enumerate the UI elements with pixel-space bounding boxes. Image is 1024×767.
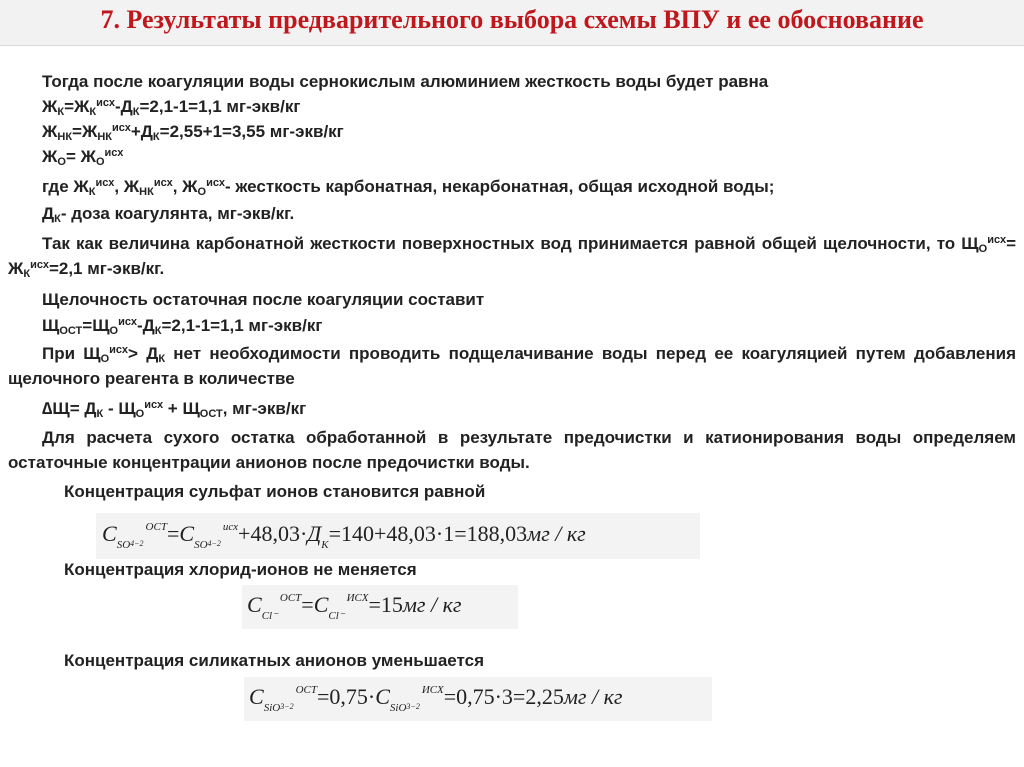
residual-alkalinity-equation: $Щ_{ОСТ}=Щ_О^{исх}-Д_К=2,1-1=1,1$ мг-экв/кг (42, 316, 323, 337)
dry-residue-paragraph: Для расчета сухого остатка обработанной в результате предочистки и катионирования воды определяем остаточные концентрации анионов после предочистки воды. (8, 428, 1016, 472)
where-definitions-line: где $Ж_К^{исх}$, $Ж_{НК}^{исх}$, $Ж_О^{исх}-$ жесткость карбонатная, некарбонатная, общая исходной воды; (42, 177, 775, 198)
intro-line: Тогда после коагуляции воды сернокислым алюминием жесткость воды будет равна (42, 72, 769, 91)
carbonate-hardness-equation: $Ж_К=Ж_К^{исх}-Д_К=2,1-1=1,1$ мг-экв/кг (42, 97, 301, 118)
chloride-formula: $C_{Cl^-}^{ОСТ}=C_{Cl^-}^{ИСХ}=15мг$ / кг (242, 585, 518, 629)
alkali-amount-equation: $\Delta Щ= Д_К - Щ_О^{исх} + Щ_{ОСТ}$, мг-экв/кг (42, 399, 307, 420)
silicate-formula: $C_{SiO3-2}^{ОСТ}=0,75\cdot C_{SiO3-2}^{ИСХ}=0,75\cdot 3=2,25мг$ / кг (244, 677, 712, 721)
alkalinity-paragraph: Так как величина карбонатной жесткости поверхностных вод принимается равной общей щелочности, то $Щ_О^{исх}= Ж_К^{исх}=2,1$ мг-экв/кг. (8, 234, 1016, 280)
slide-title: 7. Результаты предварительного выбора схемы ВПУ и ее обоснование (100, 5, 924, 34)
noncarbonate-hardness-equation: $Ж_{НК}=Ж_{НК}^{исх}+Д_К=2,55+1=3,55$ мг-экв/кг (42, 122, 344, 143)
chloride-label: Концентрация хлорид-ионов не меняется (64, 560, 417, 579)
total-hardness-equation: $Ж_О= Ж_О^{исх}$ (42, 147, 124, 168)
silicate-label: Концентрация силикатных анионов уменьшается (64, 651, 485, 670)
alkalization-paragraph: При $Щ_О^{исх}> Д_К$ нет необходимости проводить подщелачивание воды перед ее коагуляцией путем добавления щелочного реагента в количестве (8, 344, 1016, 388)
sulfate-formula: $C_{SO4-2}^{ОСТ}=C_{SO4-2}^{исх}+48,03\cdot Д_К=140+48,03\cdot 1=188,03мг$ / кг (96, 513, 700, 559)
residual-alkalinity-line: Щелочность остаточная после коагуляции составит (42, 290, 485, 309)
title-bar (0, 0, 1024, 46)
coagulant-dose-line: $Д_К-$ доза коагулянта, мг-экв/кг. (42, 204, 295, 225)
sulfate-label: Концентрация сульфат ионов становится равной (64, 482, 486, 501)
